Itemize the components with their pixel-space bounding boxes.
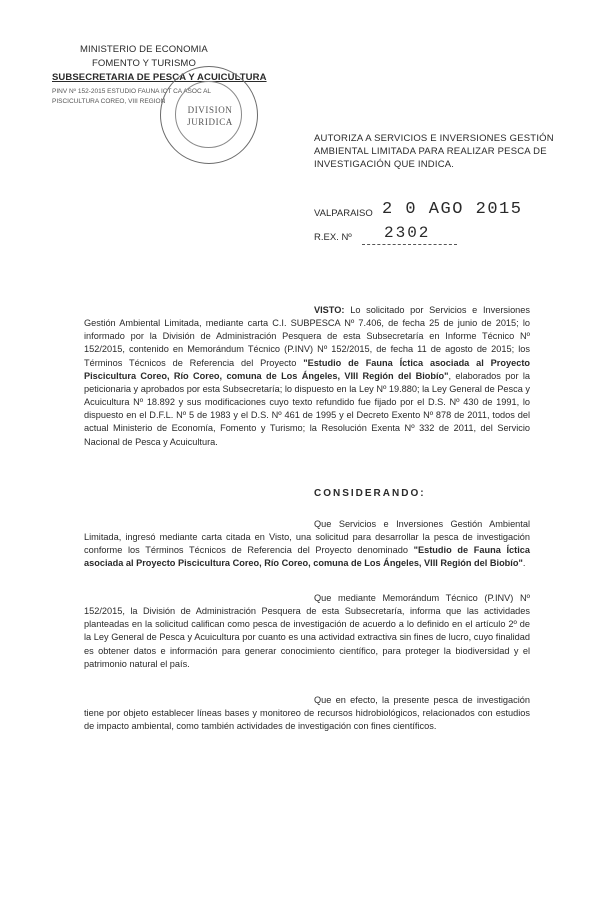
considerando-2 (84, 592, 530, 671)
visto-label: VISTO: (314, 305, 345, 315)
reference-line-2: PISCICULTURA COREO, VIII REGION (52, 98, 166, 105)
considerando-heading: CONSIDERANDO: (314, 488, 426, 499)
division-juridica-stamp (160, 66, 258, 164)
subsecretaria-name: SUBSECRETARIA DE PESCA Y ACUICULTURA (52, 72, 267, 83)
c1-project-name: "Estudio de Fauna Íctica asociada al Proyecto Piscicultura Coreo, Río Coreo, comuna de Los Ángeles, VIII Región del Biobío" (84, 545, 530, 569)
c1-text-1: Que Servicios e Inversiones Gestión Ambiental Limitada, ingresó mediante carta citada en Visto, una solicitud para desarrollar la pesca de investigación conforme los Términos Técnicos de Referencia del Proyecto denominado (84, 519, 530, 556)
c3-text: Que en efecto, la presente pesca de investigación tiene por objeto establecer líneas bases y monitoreo de recursos hidrobiológicos, relacionados con estudios de impacto ambiental, como también actividades de investigación con fines científicos. (84, 695, 530, 732)
rex-number: 2302 (384, 224, 431, 242)
visto-paragraph (84, 304, 530, 449)
c2-text: Que mediante Memorándum Técnico (P.INV) Nº 152/2015, la División de Administración Pesquera de esta Subsecretaría, informa que las actividades planteadas en la solicitud califican como pesca de investigación de acuerdo a lo definido en el artículo 2º de la Ley General de Pesca y Acuicultura por cuanto es una actividad extractiva sin fines de lucro, cuyo finalidad es obtener datos e información para generar conocimiento científico, para proteger la biodiversidad y el patrimonio natural el país. (84, 593, 530, 669)
resolution-date: 2 0 AGO 2015 (382, 200, 523, 219)
place-label: VALPARAISO (314, 208, 373, 219)
reference-line-1: PINV Nº 152-2015 ESTUDIO FAUNA ICT CA ASOC AL (52, 88, 212, 95)
visto-text-1: Lo solicitado por Servicios e Inversiones Gestión Ambiental Limitada, mediante carta C.I. SUBPESCA Nº 7.406, de fecha 25 de junio de 2015; lo informado por la División de Administración Pesquera de esta Subsecretaría en Informe Técnico Nº 152/2015, contenido en Memorándum Técnico (P.INV) Nº 152/2015, de fecha 11 de agosto de 2015; los Términos Técnicos de Referencia del Proyecto (84, 305, 530, 368)
considerando-1 (84, 518, 530, 571)
ministry-name: MINISTERIO DE ECONOMIA (80, 44, 208, 55)
ministry-subtitle: FOMENTO Y TURISMO (92, 58, 196, 69)
stamp-line-1: DIVISION (187, 105, 233, 115)
c1-text-2: . (522, 558, 526, 569)
visto-text-2: , elaborados por la peticionaria y aprobados por esta Subsecretaría; lo dispuesto en la Ley Nº 19.880; la Ley General de Pesca y Acuicultura Nº 18.892 y sus modificaciones cuyo texto refundido fue fijado por el D.S. Nº 430 de 1991, lo dispuesto en el D.F.L. Nº 5 de 1983 y el D.S. Nº 461 de 1995 y el Decreto Exento Nº 878 de 2011, todos del actual Ministerio de Economía, Fomento y Turismo; la Resolución Exenta Nº 332 de 2011, del Servicio Nacional de Pesca y Acuicultura. (84, 370, 530, 447)
rex-label: R.EX. Nº (314, 232, 352, 243)
visto-project-name: "Estudio de Fauna Íctica asociada al Proyecto Piscicultura Coreo, Río Coreo, comuna de Los Ángeles, VIII Región del Biobío" (84, 357, 530, 381)
rex-underline (362, 244, 457, 245)
stamp-line-2: JURIDICA (187, 117, 233, 127)
resolution-subject: AUTORIZA A SERVICIOS E INVERSIONES GESTIÓN AMBIENTAL LIMITADA PARA REALIZAR PESCA DE INVESTIGACIÓN QUE INDICA. (314, 133, 554, 170)
considerando-3 (84, 694, 530, 733)
